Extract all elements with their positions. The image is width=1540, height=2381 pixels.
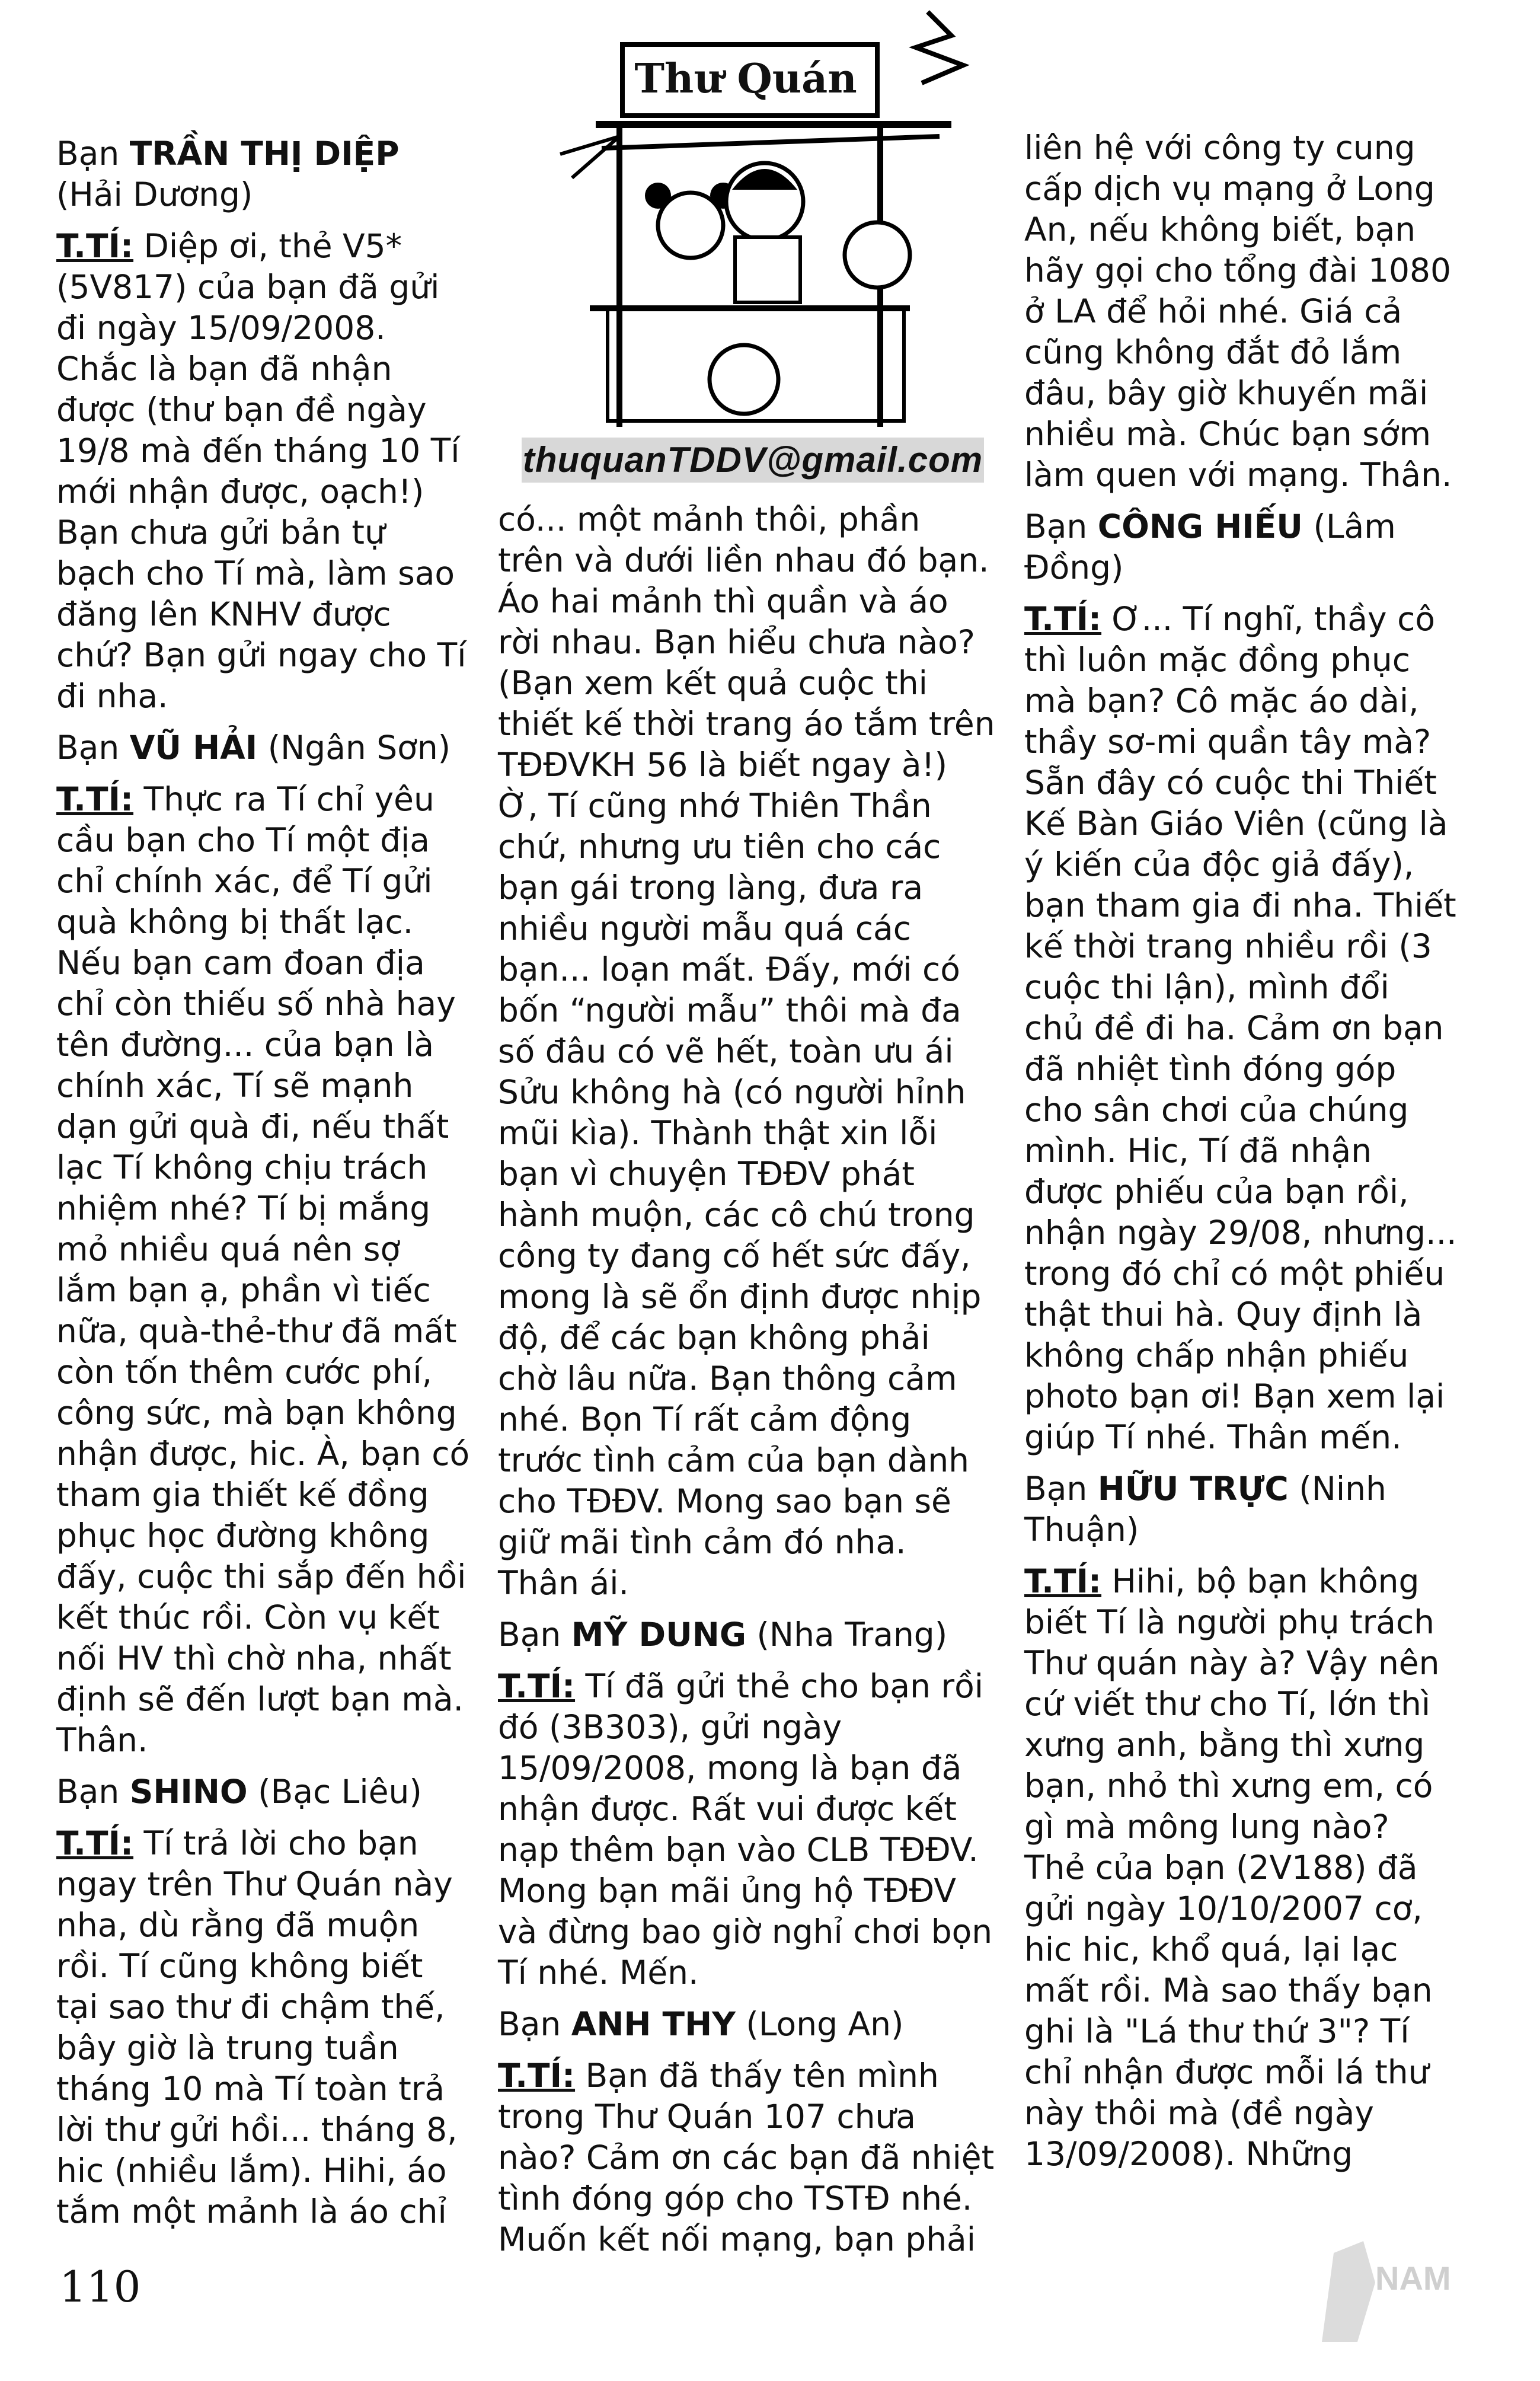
heading-intro: Bạn — [498, 1616, 561, 1654]
reader-location: (Ngân Sơn) — [267, 729, 451, 767]
heading-intro: Bạn — [1024, 1470, 1088, 1508]
letter-reply — [56, 779, 471, 1761]
letter-heading — [56, 1772, 471, 1812]
reply-label: T.TÍ: — [498, 1667, 576, 1705]
reader-location: (Long An) — [746, 2005, 904, 2043]
heading-intro: Bạn — [56, 729, 120, 767]
reply-text: Thực ra Tí chỉ yêu cầu bạn cho Tí một địa chỉ chính xác, để Tí gửi quà không bị thất lạc. Nếu bạn cam đoan địa chỉ còn thiếu số nhà hay tên đường... của bạn là chính xác, Tí sẽ mạnh dạn gửi quà đi, nếu thất lạc Tí không chịu trách nhiệm nhé? Tí bị mắng mỏ nhiều quá nên sợ lắm bạn ạ, phần vì tiếc nữa, quà-thẻ-thư đã mất còn tốn thêm cước phí, công sức, mà bạn không nhận được, hic. À, bạn có tham gia thiết kế đồng phục học đường không đấy, cuộc thi sắp đến hồi kết thúc rồi. Còn vụ kết nối HV thì chờ nha, nhất định sẽ đến lượt bạn mà. Thân. — [56, 780, 470, 1759]
letter-reply-continued — [1024, 127, 1457, 496]
letter-reply — [56, 226, 471, 717]
reply-text: có... một mảnh thôi, phần trên và dưới liền nhau đó bạn. Áo hai mảnh thì quần và áo rời nhau. Bạn hiểu chưa nào? (Bạn xem kết quả cuộc thi thiết kế thời trang áo tắm trên TĐĐVKH 56 là biết ngay à!) Ờ, Tí cũng nhớ Thiên Thần chứ, nhưng ưu tiên cho các bạn gái trong làng, đưa ra nhiều người mẫu quá các bạn... loạn mất. Đấy, mới có bốn “người mẫu” thôi mà đa số đâu có vẽ hết, toàn ưu ái Sửu không hà (có người hỉnh mũi kìa). Thành thật xin lỗi bạn vì chuyện TĐĐV phát hành muộn, các cô chú trong công ty đang cố hết sức đấy, mong là sẽ ổn định được nhịp độ, để các bạn không phải chờ lâu nữa. Bạn thông cảm nhé. Bọn Tí rất cảm động trước tình cảm của bạn dành cho TĐĐV. Mong sao bạn sẽ giữ mãi tình cảm đó nha. Thân ái. — [498, 500, 995, 1602]
reply-label: T.TÍ: — [56, 227, 134, 265]
heading-intro: Bạn — [56, 135, 120, 173]
letter-heading — [1024, 506, 1457, 588]
letter-reply — [498, 1666, 996, 1993]
reply-text: Ơ... Tí nghĩ, thầy cô thì luôn mặc đồng phục mà bạn? Cô mặc áo dài, thầy sơ-mi quần tây mà? Sẵn đây có cuộc thi Thiết Kế Bàn Giáo Viên (cũng là ý kiến của độc giả đấy), bạn tham gia đi nha. Thiết kế thời trang nhiều rồi (3 cuộc thi lận), mình đổi chủ đề đi ha. Cảm ơn bạn đã nhiệt tình đóng góp cho sân chơi của chúng mình. Hic, Tí đã nhận được phiếu của bạn rồi, nhận ngày 29/08, nhưng... trong đó chỉ có một phiếu thật thui hà. Quy định là không chấp nhận phiếu photo bạn ơi! Bạn xem lại giúp Tí nhé. Thân mến. — [1024, 600, 1457, 1456]
reply-label: T.TÍ: — [56, 1824, 134, 1862]
letter-heading — [498, 2004, 996, 2045]
thu-quan-sign: Thư Quán — [634, 55, 857, 103]
heading-intro: Bạn — [498, 2005, 561, 2043]
reader-location: (Nha Trang) — [756, 1616, 948, 1654]
reply-text: Hihi, bộ bạn không biết Tí là người phụ trách Thư quán này à? Vậy nên cứ viết thư cho Tí, lớn thì xưng anh, bằng thì xưng bạn, nhỏ thì xưng em, có gì mà mông lung nào? Thẻ của bạn (2V188) đã gửi ngày 10/10/2007 cơ, hic hic, khổ quá, lại lạc mất rồi. Mà sao thấy bạn ghi là "Lá thư thứ 3"? Tí chỉ nhận được mỗi lá thư này thôi mà (đề ngày 13/09/2008). Những — [1024, 1562, 1440, 2173]
reader-location: (Ninh Thuận) — [1024, 1470, 1386, 1549]
reader-name: HỮU TRỰC — [1097, 1470, 1289, 1508]
letter-heading — [56, 727, 471, 768]
reader-name: MỸ DUNG — [571, 1616, 746, 1654]
column-2 — [498, 499, 996, 2271]
letter-reply — [56, 1823, 471, 2232]
reply-label: T.TÍ: — [498, 2057, 576, 2095]
letter-reply — [498, 2056, 996, 2260]
reader-name: TRẦN THỊ DIỆP — [129, 135, 400, 173]
reader-name: SHINO — [129, 1773, 248, 1811]
reply-text: liên hệ với công ty cung cấp dịch vụ mạng ở Long An, nếu không biết, bạn hãy gọi cho tổng đài 1080 ở LA để hỏi nhé. Giá cả cũng không đắt đỏ lắm đâu, bây giờ khuyến mãi nhiều mà. Chúc bạn sớm làm quen với mạng. Thân. — [1024, 129, 1452, 494]
reader-name: CÔNG HIẾU — [1097, 508, 1303, 545]
column-3 — [1024, 127, 1457, 2185]
reply-text: Tí trả lời cho bạn ngay trên Thư Quán này nha, dù rằng đã muộn rồi. Tí cũng không biết tại sao thư đi chậm thế, bây giờ là trung tuần tháng 10 mà Tí toàn trả lời thư gửi hồi... tháng 8, hic (nhiều lắm). Hihi, áo tắm một mảnh là áo chỉ — [56, 1824, 458, 2230]
heading-intro: Bạn — [1024, 508, 1088, 545]
letter-heading — [1024, 1469, 1457, 1550]
letter-heading — [498, 1614, 996, 1655]
reader-name: VŨ HẢI — [129, 729, 258, 767]
letter-reply-continued — [498, 499, 996, 1604]
reply-text: Diệp ơi, thẻ V5* (5V817) của bạn đã gửi đi ngày 15/09/2008. Chắc là bạn đã nhận được (thư bạn đề ngày 19/8 mà đến tháng 10 Tí mới nhận được, oạch!) Bạn chưa gửi bản tự bạch cho Tí mà, làm sao đăng lên KNHV được chứ? Bạn gửi ngay cho Tí đi nha. — [56, 227, 467, 715]
logo-text: NAM — [1375, 2259, 1451, 2297]
heading-intro: Bạn — [56, 1773, 120, 1811]
reply-text: Tí đã gửi thẻ cho bạn rồi đó (3B303), gửi ngày 15/09/2008, mong là bạn đã nhận được. Rất vui được kết nạp thêm bạn vào CLB TĐĐV. Mong bạn mãi ủng hộ TĐĐV và đừng bao giờ nghỉ chơi bọn Tí nhé. Mến. — [498, 1667, 993, 1991]
reader-location: (Lâm Đồng) — [1024, 508, 1396, 586]
contact-email: thuquanTDDV@gmail.com — [522, 438, 984, 483]
reply-label: T.TÍ: — [1024, 1562, 1102, 1600]
reader-location: (Bạc Liêu) — [258, 1773, 422, 1811]
letter-reply — [1024, 1561, 1457, 2175]
reply-text: Bạn đã thấy tên mình trong Thư Quán 107 chưa nào? Cảm ơn các bạn đã nhiệt tình đóng góp cho TSTĐ nhé. Muốn kết nối mạng, bạn phải — [498, 2057, 995, 2258]
reader-location: (Hải Dương) — [56, 175, 253, 213]
letter-heading — [56, 133, 471, 215]
reply-label: T.TÍ: — [56, 780, 134, 818]
page-number: 110 — [59, 2262, 141, 2312]
reply-label: T.TÍ: — [1024, 600, 1102, 638]
column-1 — [56, 133, 471, 2243]
reader-name: ANH THY — [571, 2005, 736, 2043]
letter-reply — [1024, 599, 1457, 1458]
